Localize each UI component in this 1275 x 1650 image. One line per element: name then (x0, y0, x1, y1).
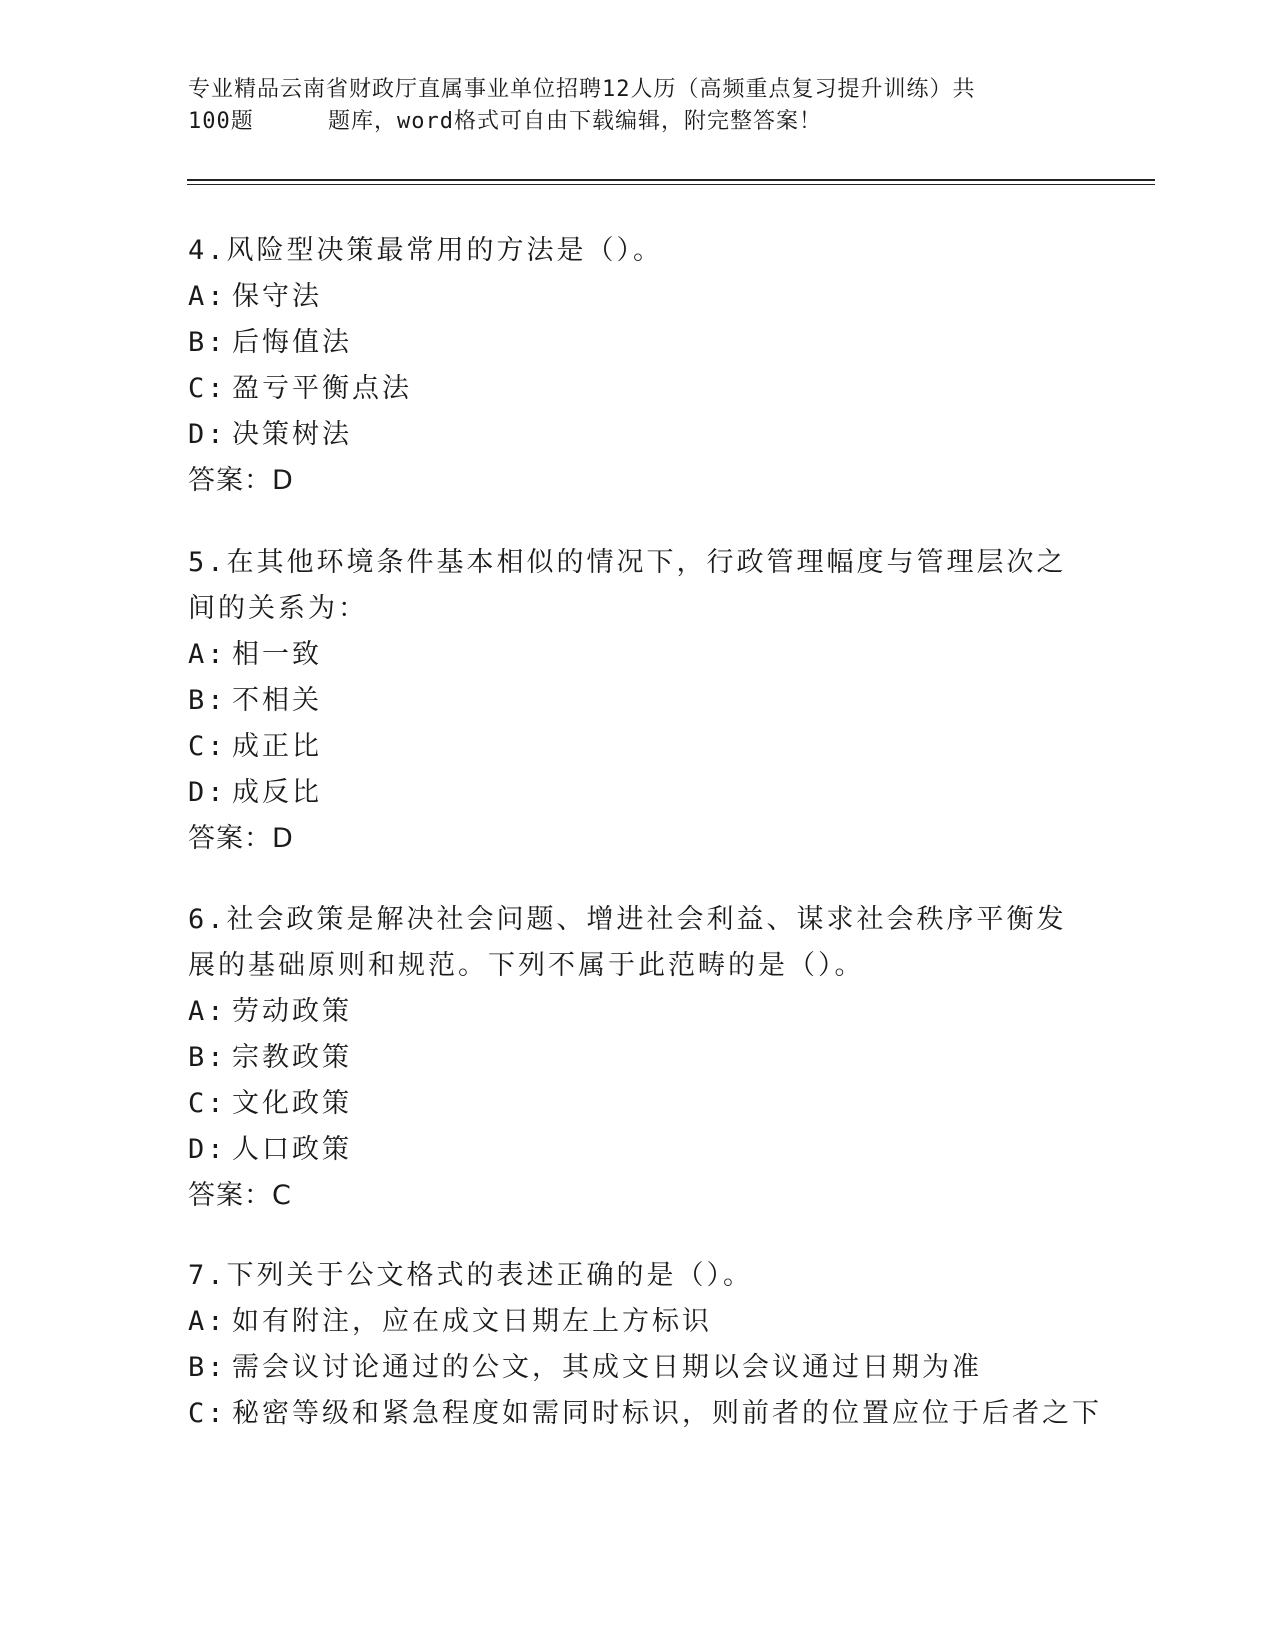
option-b: B: 需会议讨论通过的公文，其成文日期以会议通过日期为准 (188, 1352, 982, 1383)
question-block-4 (188, 228, 1088, 504)
option-a: A: 劳动政策 (188, 996, 352, 1027)
option-b: B: 宗教政策 (188, 1042, 352, 1073)
question-block-6 (188, 897, 1088, 1219)
header-line-2 (188, 106, 1068, 138)
option-c: C: 文化政策 (188, 1088, 352, 1119)
option-d: D: 人口政策 (188, 1134, 352, 1165)
header-divider-thick (187, 179, 1155, 181)
option-c: C: 秘密等级和紧急程度如需同时标识，则前者的位置应位于后者之下 (188, 1398, 1102, 1429)
question-stem: 4.风险型决策最常用的方法是（）。 (188, 235, 664, 266)
answer: 答案：C (188, 1180, 292, 1211)
option-b: B: 后悔值法 (188, 327, 352, 358)
question-stem: 5.在其他环境条件基本相似的情况下，行政管理幅度与管理层次之间的关系为： (188, 547, 1067, 624)
question-stem: 7.下列关于公文格式的表述正确的是（）。 (188, 1260, 754, 1291)
option-a: A: 相一致 (188, 639, 322, 670)
option-a: A: 保守法 (188, 281, 322, 312)
answer: 答案：D (188, 823, 294, 854)
header-question-count: 100题 (188, 109, 254, 134)
option-d: D: 成反比 (188, 777, 322, 808)
header-line-1: 专业精品云南省财政厅直属事业单位招聘12人历（高频重点复习提升训练）共 (188, 77, 976, 102)
option-c: C: 成正比 (188, 731, 322, 762)
document-header (188, 74, 1068, 138)
question-block-5 (188, 540, 1088, 862)
option-a: A: 如有附注，应在成文日期左上方标识 (188, 1306, 712, 1337)
header-divider-thin (187, 184, 1155, 185)
option-b: B: 不相关 (188, 685, 322, 716)
option-c: C: 盈亏平衡点法 (188, 373, 412, 404)
header-description: 题库，word格式可自由下载编辑，附完整答案！ (328, 109, 822, 134)
question-block-7 (188, 1253, 1138, 1437)
question-stem: 6.社会政策是解决社会问题、增进社会利益、谋求社会秩序平衡发展的基础原则和规范。下列不属于此范畴的是（）。 (188, 904, 1067, 981)
option-d: D: 决策树法 (188, 419, 352, 450)
answer: 答案：D (188, 465, 294, 496)
